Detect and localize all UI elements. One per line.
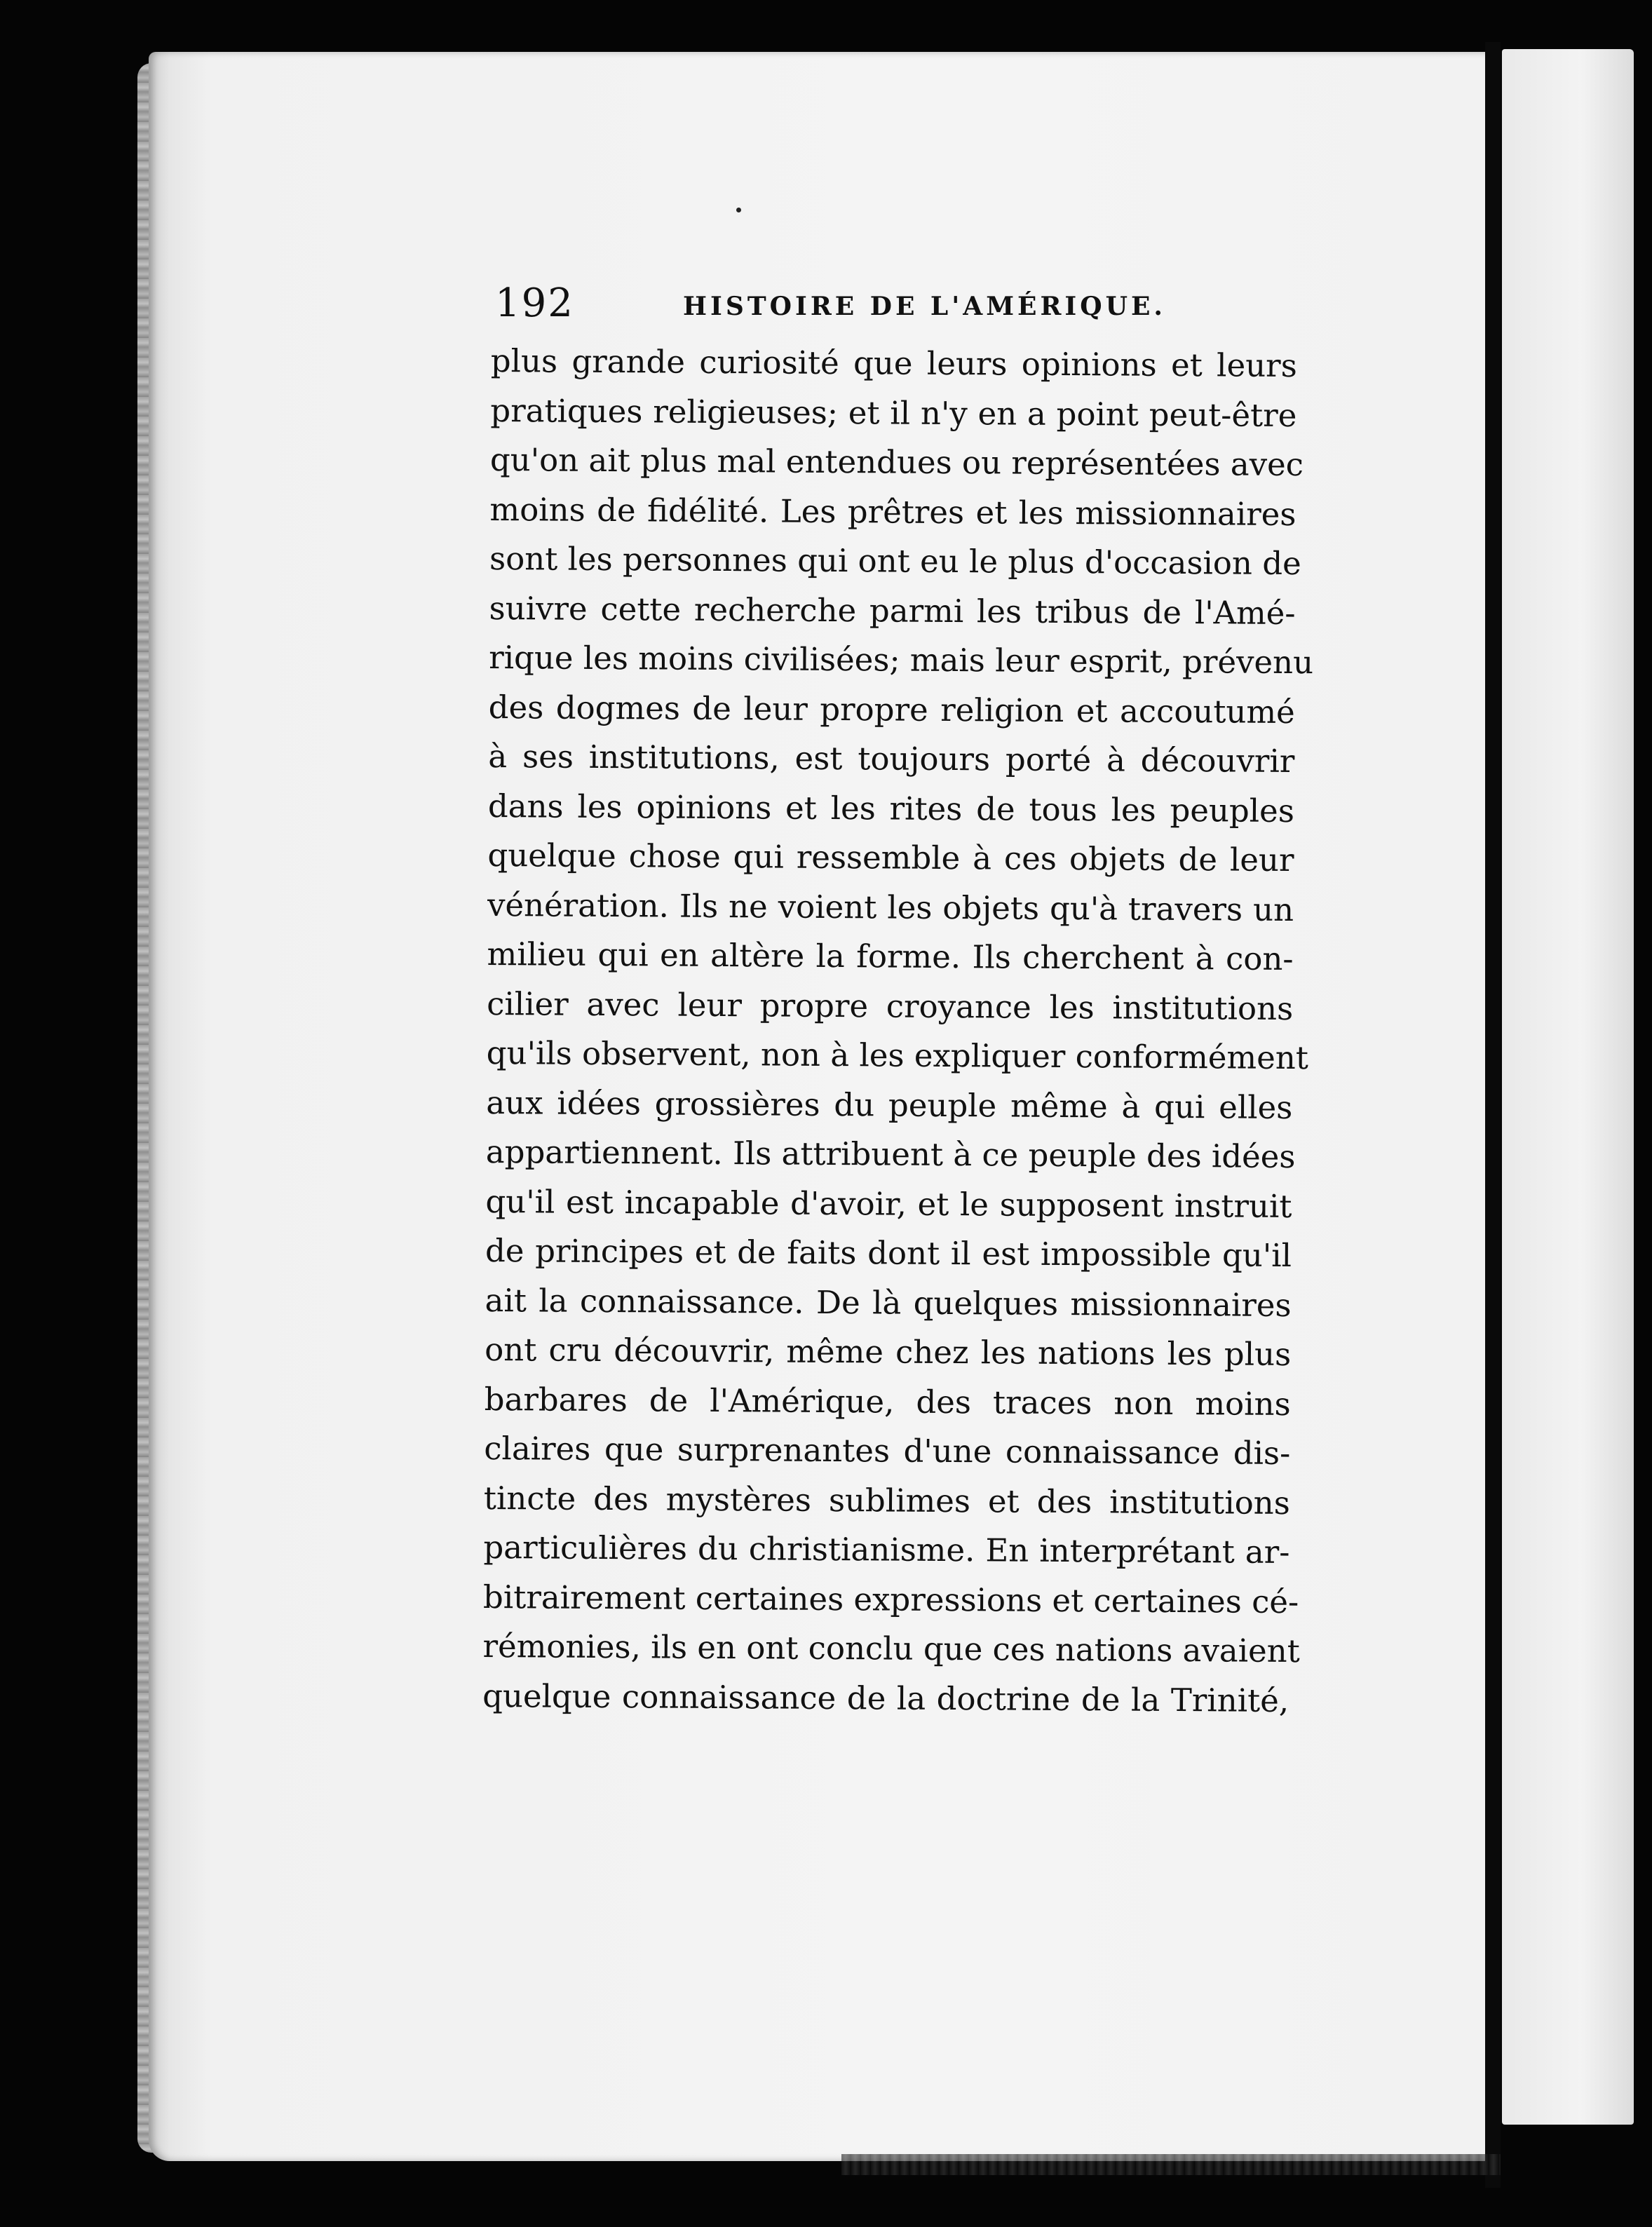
text-line: qu'ils observent, non à les expliquer conformément — [486, 1034, 1309, 1077]
text-line: claires que surprenantes d'une connaissance dis- — [484, 1429, 1291, 1472]
text-line: tincte des mystères sublimes et des institutions — [483, 1479, 1291, 1522]
text-line: sont les personnes qui ont eu le plus d'occasion de — [489, 539, 1301, 583]
body-text — [482, 337, 1314, 1726]
right-page-edge — [1502, 49, 1634, 2125]
text-line: plus grande curiosité que leurs opinions et leurs — [490, 341, 1297, 385]
text-line: qu'on ait plus mal entendues ou représentées avec — [489, 440, 1304, 484]
text-line: ait la connaissance. De là quelques missionnaires — [485, 1281, 1292, 1324]
text-line: barbares de l'Amérique, des traces non moins — [484, 1380, 1291, 1423]
running-head — [495, 280, 1301, 337]
text-line: à ses institutions, est toujours porté à découvrir — [488, 737, 1295, 780]
text-line: vénération. Ils ne voient les objets qu'à travers un — [487, 886, 1294, 928]
text-line: pratiques religieuses; et il n'y en a point peut-être — [490, 391, 1297, 434]
text-line: rique les moins civilisées; mais leur esprit, prévenu — [489, 638, 1314, 682]
text-line: qu'il est incapable d'avoir, et le supposent instruit — [485, 1182, 1292, 1225]
text-line: appartiennent. Ils attribuent à ce peuple des idées — [485, 1132, 1296, 1176]
book-gutter — [1485, 42, 1501, 2188]
text-line: dans les opinions et les rites de tous les peuples — [487, 787, 1295, 830]
text-line: quelque connaissance de la doctrine de la Trinité, — [482, 1677, 1289, 1719]
text-line: de principes et de faits dont il est impossible qu'il — [485, 1231, 1292, 1275]
page-number: 192 — [495, 280, 574, 326]
ink-speck — [736, 208, 741, 212]
text-line: ont cru découvrir, même chez les nations les plus — [485, 1330, 1292, 1373]
text-line: rémonies, ils en ont conclu que ces nations avaient — [482, 1627, 1300, 1670]
text-line: bitrairement certaines expressions et certaines cé- — [482, 1578, 1299, 1620]
text-line: des dogmes de leur propre religion et accoutumé — [488, 688, 1295, 731]
text-line: cilier avec leur propre croyance les institutions — [487, 984, 1294, 1027]
text-line: quelque chose qui ressemble à ces objets de leur — [487, 836, 1294, 879]
text-line: moins de fidélité. Les prêtres et les missionnaires — [489, 490, 1296, 533]
page-bottom-fray — [841, 2154, 1501, 2175]
text-line: suivre cette recherche parmi les tribus de l'Amé- — [489, 589, 1296, 632]
text-line: aux idées grossières du peuple même à qui elles — [486, 1083, 1293, 1126]
text-line: particulières du christianisme. En interprétant ar- — [483, 1528, 1290, 1571]
running-title: HISTOIRE DE L'AMÉRIQUE. — [683, 292, 1166, 321]
text-line: milieu qui en altère la forme. Ils cherchent à con- — [487, 935, 1294, 978]
